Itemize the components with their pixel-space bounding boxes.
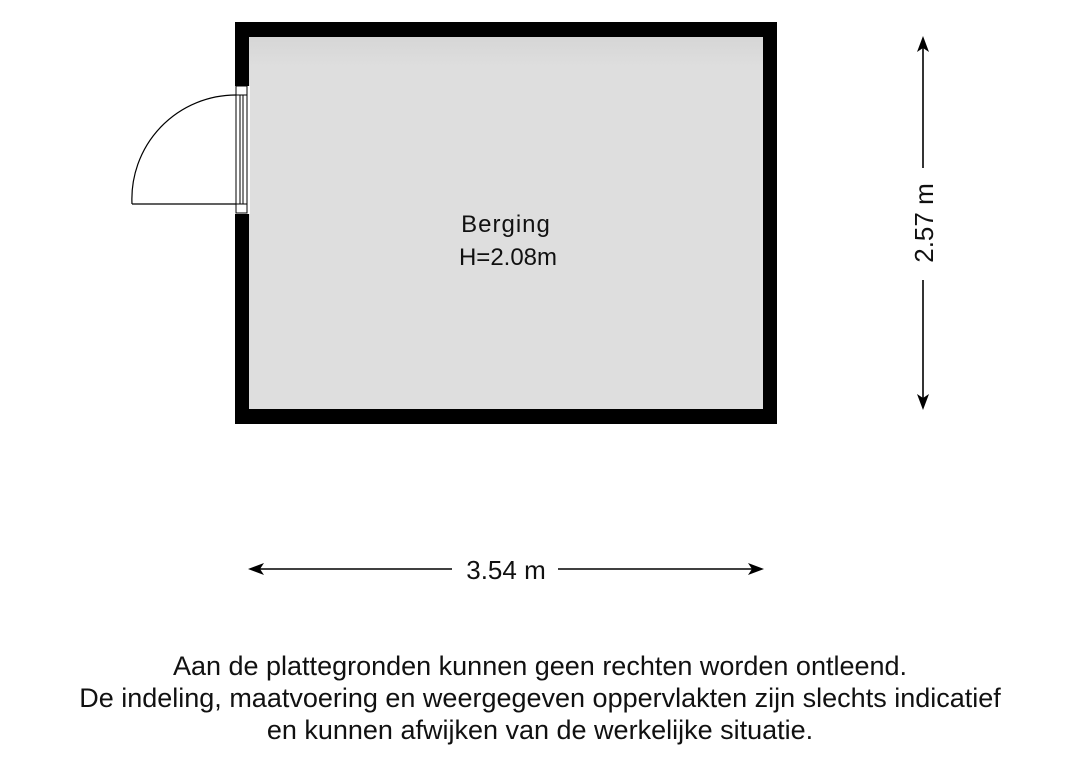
- door: [132, 86, 250, 214]
- disclaimer-line-1: Aan de plattegronden kunnen geen rechten worden ontleend.: [172, 651, 908, 681]
- disclaimer: [0, 650, 1080, 746]
- depth-dimension: [909, 36, 939, 410]
- width-dimension: [248, 555, 764, 585]
- depth-label: 2.57 m: [909, 183, 939, 263]
- door-frame-bottom: [236, 204, 247, 213]
- width-label: 3.54 m: [466, 555, 546, 585]
- room-height: H=2.08m: [458, 244, 558, 271]
- room-name: Berging: [461, 211, 551, 238]
- disclaimer-line-2: De indeling, maatvoering en weergegeven oppervlakten zijn slechts indicatief: [79, 683, 1001, 713]
- disclaimer-line-3: en kunnen afwijken van de werkelijke situatie.: [266, 715, 814, 745]
- door-frame-top: [236, 86, 247, 95]
- door-swing-arc: [132, 95, 236, 204]
